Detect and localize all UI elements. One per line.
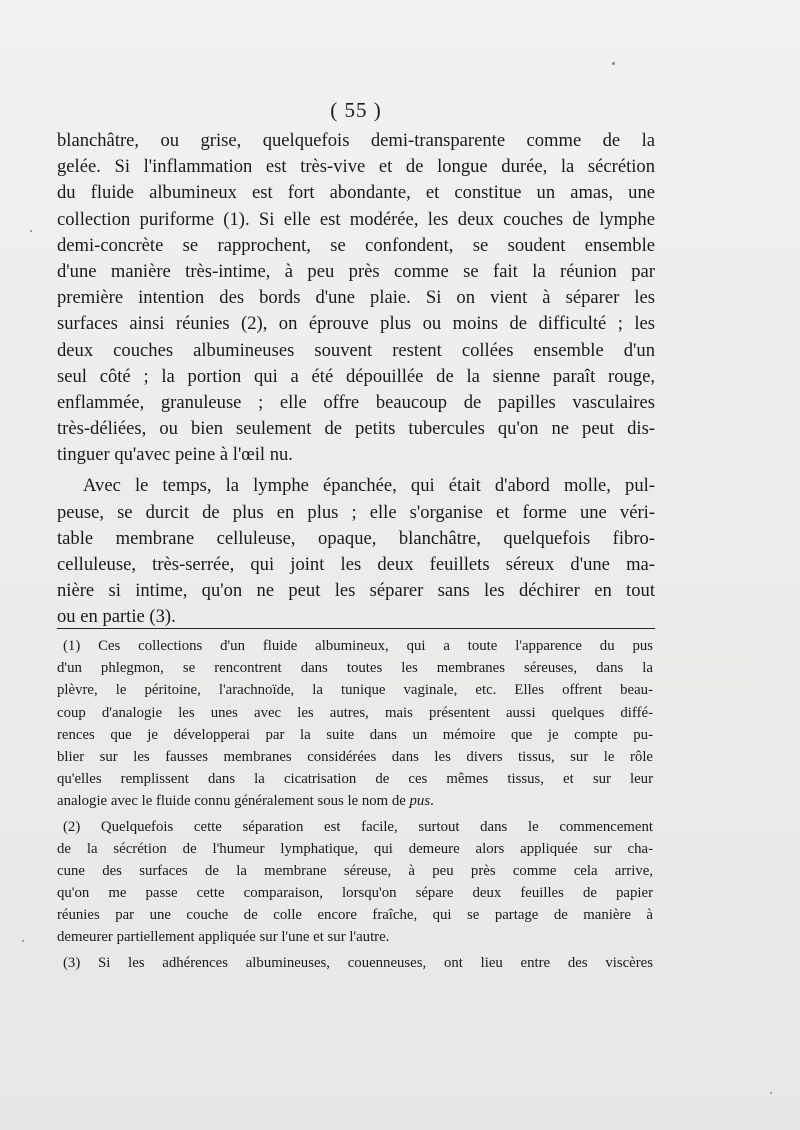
- text-line: enflammée, granuleuse ; elle offre beaucoup de papilles vasculaires: [57, 391, 655, 413]
- paper-speck: [30, 230, 32, 232]
- footnote-line: (1) Ces collections d'un fluide albumineux, qui a toute l'apparence du pus: [63, 638, 653, 654]
- footnote-line: blier sur les fausses membranes considérées dans les divers tissus, sur le rôle: [57, 748, 653, 765]
- footnote-separator: [57, 628, 655, 629]
- footnote-line: qu'elles remplissent dans la cicatrisation de ces mêmes tissus, et sur leur: [57, 771, 653, 788]
- footnote-text: analogie avec le fluide connu généralement sous le nom de: [57, 793, 410, 810]
- footnote-line: demeurer partiellement appliquée sur l'une et sur l'autre.: [57, 929, 390, 946]
- text-line: gelée. Si l'inflammation est très-vive et de longue durée, la sécrétion: [57, 156, 655, 178]
- footnote-line: [57, 790, 653, 812]
- footnote-line: qu'on me passe cette comparaison, lorsqu'on sépare deux feuilles de papier: [57, 885, 653, 902]
- footnotes: [57, 635, 653, 974]
- text-line: nière si intime, qu'on ne peut les séparer sans les déchirer en tout: [57, 580, 655, 602]
- footnote-line: rences que je développerai par la suite dans un mémoire que je compte pu-: [57, 726, 653, 743]
- text-line: table membrane celluleuse, opaque, blanchâtre, quelquefois fibro-: [57, 527, 655, 549]
- paragraph-1: [57, 128, 655, 468]
- body-text: [57, 128, 655, 631]
- text-line: première intention des bords d'une plaie. Si on vient à séparer les: [57, 287, 655, 309]
- paragraph-2: [57, 473, 655, 630]
- paper-speck: [612, 62, 615, 65]
- text-line: blanchâtre, ou grise, quelquefois demi-transparente comme de la: [57, 130, 655, 151]
- text-line: d'une manière très-intime, à peu près comme se fait la réunion par: [57, 260, 655, 282]
- footnote-1: [57, 635, 653, 813]
- paper-speck: [770, 1092, 772, 1094]
- text-line: ou en partie (3).: [57, 606, 176, 628]
- text-line: collection puriforme (1). Si elle est modérée, les deux couches de lymphe: [57, 208, 655, 230]
- text-line: du fluide albumineux est fort abondante, et constitue un amas, une: [57, 182, 655, 204]
- text-line: demi-concrète se rapprochent, se confondent, se soudent ensemble: [57, 234, 655, 256]
- text-line: celluleuse, très-serrée, qui joint les deux feuillets séreux d'une ma-: [57, 554, 655, 575]
- footnote-line: coup d'analogie les unes avec les autres, mais présentent aussi quelques diffé-: [57, 704, 653, 721]
- footnote-line: (2) Quelquefois cette séparation est facile, surtout dans le commencement: [63, 818, 653, 835]
- text-line: tinguer qu'avec peine à l'œil nu.: [57, 444, 293, 466]
- footnote-3: [57, 952, 653, 974]
- page-number: ( 55 ): [330, 98, 382, 122]
- text-line: surfaces ainsi réunies (2), on éprouve plus ou moins de difficulté ; les: [57, 313, 655, 335]
- footnote-line: réunies par une couche de colle encore fraîche, qui se partage de manière à: [57, 907, 653, 924]
- footnote-line: cune des surfaces de la membrane séreuse, à peu près comme cela arrive,: [57, 862, 653, 879]
- footnote-line: d'un phlegmon, se rencontrent dans toutes les membranes séreuses, dans la: [57, 660, 653, 677]
- text-line: peuse, se durcit de plus en plus ; elle s'organise et forme une véri-: [57, 501, 655, 523]
- text-line: Avec le temps, la lymphe épanchée, qui était d'abord molle, pul-: [83, 475, 655, 497]
- footnote-text: .: [430, 793, 434, 810]
- text-line: très-déliées, ou bien seulement de petits tubercules qu'on ne peut dis-: [57, 418, 655, 440]
- footnote-line: plèvre, le péritoine, l'arachnoïde, la tunique vaginale, etc. Elles offrent beau-: [57, 682, 653, 699]
- paper-speck: [22, 940, 24, 942]
- text-line: seul côté ; la portion qui a été dépouillée de la sienne paraît rouge,: [57, 365, 655, 387]
- footnote-line: de la sécrétion de l'humeur lymphatique, qui demeure alors appliquée sur cha-: [57, 840, 653, 857]
- footnote-italic-word: pus: [409, 793, 431, 810]
- text-line: deux couches albumineuses souvent restent collées ensemble d'un: [57, 339, 655, 361]
- footnote-line: (3) Si les adhérences albumineuses, couenneuses, ont lieu entre des viscères: [63, 954, 653, 971]
- footnote-2: [57, 816, 653, 949]
